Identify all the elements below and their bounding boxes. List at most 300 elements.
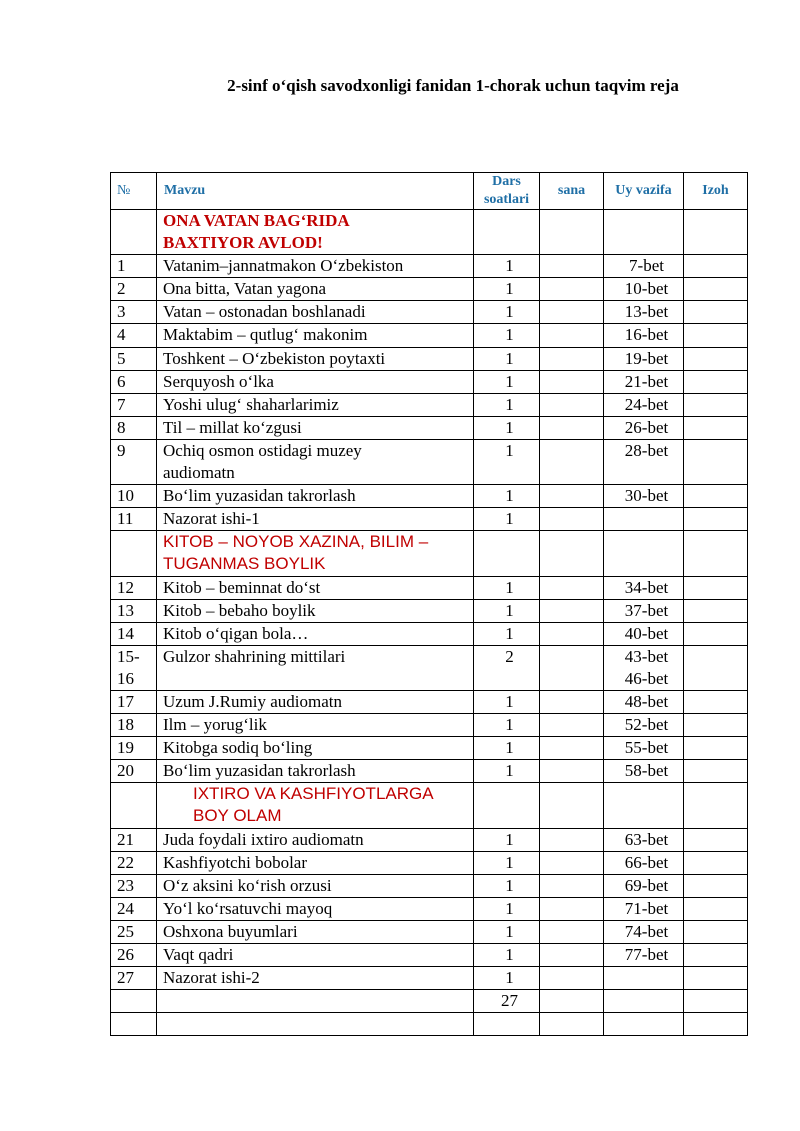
lesson-row (111, 278, 748, 301)
lesson-row (111, 301, 748, 324)
lesson-topic-line: Oshxona buyumlari (163, 921, 298, 941)
section-number-cell (111, 783, 157, 828)
lesson-hours-value: 1 (505, 852, 514, 872)
section-number-cell (111, 531, 157, 576)
lesson-row (111, 737, 748, 760)
header-lesson-hours-line1: Dars (492, 174, 521, 189)
lesson-hours (474, 393, 540, 416)
lesson-homework-line (610, 1013, 683, 1035)
lesson-hours (474, 990, 540, 1013)
lesson-number (111, 439, 157, 484)
lesson-topic (157, 370, 474, 393)
section-number-cell (111, 210, 157, 255)
lesson-homework (604, 439, 684, 484)
lesson-homework-line (610, 990, 683, 1012)
lesson-number (111, 851, 157, 874)
lesson-number-line: 17 (117, 691, 134, 711)
section-hours-cell (474, 210, 540, 255)
lesson-number-line: 20 (117, 761, 134, 781)
lesson-hours-value: 1 (505, 875, 514, 895)
lesson-topic-line: Bo‘lim yuzasidan takrorlash (163, 486, 356, 506)
lesson-hours-value: 1 (505, 898, 514, 918)
lesson-topic-line: Vaqt qadri (163, 945, 234, 964)
lesson-row (111, 645, 748, 690)
lesson-row (111, 967, 748, 990)
section-note-cell (684, 783, 748, 828)
lesson-hours (474, 851, 540, 874)
section-note-cell (684, 531, 748, 576)
section-title-line: IXTIRO VA KASHFIYOTLARGA (193, 784, 434, 804)
lesson-topic-line: Vatanim–jannatmakon O‘zbekiston (163, 256, 404, 276)
lesson-homework-line: 69-bet (624, 875, 669, 895)
lesson-topic-line: Kitob – bebaho boylik (163, 600, 316, 620)
lesson-number (111, 690, 157, 713)
lesson-topic-line: Kashfiyotchi bobolar (163, 852, 307, 872)
lesson-topic (157, 599, 474, 622)
lesson-homework-line: 40-bet (624, 623, 669, 643)
lesson-homework (604, 599, 684, 622)
lesson-note (684, 370, 748, 393)
lesson-homework (604, 278, 684, 301)
lesson-note (684, 439, 748, 484)
lesson-number-line: 27 (117, 968, 134, 988)
table-header-row (111, 173, 748, 210)
lesson-row (111, 508, 748, 531)
lesson-hours (474, 370, 540, 393)
lesson-date (540, 301, 604, 324)
lesson-homework-line: 71-bet (624, 898, 669, 918)
lesson-note (684, 920, 748, 943)
lesson-hours-value: 1 (505, 623, 514, 643)
lesson-number-line: 18 (117, 715, 134, 735)
lesson-hours (474, 874, 540, 897)
lesson-note (684, 944, 748, 967)
lesson-topic (157, 278, 474, 301)
lesson-number-line: 14 (117, 623, 134, 643)
lesson-homework-line: 19-bet (624, 348, 669, 368)
lesson-number (111, 967, 157, 990)
lesson-date (540, 874, 604, 897)
lesson-note (684, 714, 748, 737)
lesson-number-line: 13 (117, 600, 134, 620)
lesson-topic (157, 439, 474, 484)
lesson-date (540, 760, 604, 783)
lesson-topic (157, 255, 474, 278)
lesson-hours (474, 439, 540, 484)
lesson-hours (474, 622, 540, 645)
lesson-number (111, 416, 157, 439)
lesson-note (684, 990, 748, 1013)
lesson-topic-line: Kitob o‘qigan bola… (163, 623, 309, 643)
lesson-row (111, 874, 748, 897)
lesson-homework-line: 66-bet (624, 852, 669, 872)
section-homework-cell (604, 531, 684, 576)
table-body (111, 210, 748, 1036)
lesson-topic (157, 874, 474, 897)
lesson-date (540, 1013, 604, 1036)
section-title (157, 210, 474, 255)
lesson-date (540, 944, 604, 967)
lesson-date (540, 737, 604, 760)
lesson-hours (474, 301, 540, 324)
lesson-homework-line: 77-bet (624, 945, 669, 964)
lesson-note (684, 897, 748, 920)
lesson-number-line: 2 (117, 279, 126, 299)
lesson-number-line: 25 (117, 921, 134, 941)
lesson-number (111, 301, 157, 324)
lesson-row (111, 370, 748, 393)
lesson-note (684, 301, 748, 324)
lesson-homework-line: 34-bet (624, 577, 669, 597)
lesson-topic (157, 1013, 474, 1036)
lesson-number (111, 714, 157, 737)
section-row (111, 531, 748, 576)
lesson-row (111, 828, 748, 851)
lesson-homework-line (610, 967, 683, 989)
lesson-number (111, 485, 157, 508)
lesson-number-line: 7 (117, 394, 126, 414)
lesson-hours (474, 278, 540, 301)
lesson-homework (604, 851, 684, 874)
section-date-cell (540, 210, 604, 255)
lesson-topic (157, 920, 474, 943)
lesson-number (111, 760, 157, 783)
header-lesson-hours (474, 173, 540, 210)
lesson-homework-line: 24-bet (624, 394, 669, 414)
lesson-number-line (117, 1013, 156, 1035)
lesson-note (684, 967, 748, 990)
lesson-row (111, 920, 748, 943)
lesson-date (540, 416, 604, 439)
lesson-note (684, 255, 748, 278)
lesson-number-line: 1 (117, 256, 126, 276)
lesson-hours-value: 27 (501, 991, 518, 1011)
lesson-homework (604, 622, 684, 645)
lesson-homework-line: 52-bet (624, 715, 669, 735)
lesson-number (111, 920, 157, 943)
lesson-date (540, 622, 604, 645)
lesson-hours (474, 1013, 540, 1036)
section-hours-cell (474, 531, 540, 576)
lesson-hours (474, 967, 540, 990)
lesson-number (111, 393, 157, 416)
lesson-number-line: 26 (117, 945, 134, 964)
lesson-homework (604, 301, 684, 324)
lesson-hours (474, 255, 540, 278)
lesson-row (111, 439, 748, 484)
lesson-homework-line: 74-bet (624, 921, 669, 941)
lesson-hours-value: 1 (505, 417, 514, 437)
lesson-note (684, 737, 748, 760)
lesson-hours-value: 1 (505, 761, 514, 781)
header-number: № (111, 173, 157, 210)
lesson-homework (604, 944, 684, 967)
lesson-note (684, 874, 748, 897)
lesson-note (684, 485, 748, 508)
lesson-row (111, 255, 748, 278)
lesson-number-line: 9 (117, 440, 126, 460)
lesson-hours-value: 1 (505, 691, 514, 711)
lesson-topic (157, 393, 474, 416)
lesson-homework-line: 30-bet (624, 486, 669, 506)
lesson-topic (157, 990, 474, 1013)
lesson-hours (474, 508, 540, 531)
lesson-homework (604, 967, 684, 990)
lesson-hours (474, 485, 540, 508)
lesson-date (540, 990, 604, 1013)
lesson-number-line: 5 (117, 348, 126, 368)
lesson-number-line: 23 (117, 875, 134, 895)
lesson-topic-line: O‘z aksini ko‘rish orzusi (163, 875, 332, 895)
lesson-number-line: 3 (117, 302, 126, 322)
lesson-number (111, 347, 157, 370)
lesson-number (111, 324, 157, 347)
lesson-hours-value: 1 (505, 509, 514, 529)
lesson-date (540, 897, 604, 920)
lesson-hours (474, 645, 540, 690)
section-row (111, 210, 748, 255)
lesson-date (540, 278, 604, 301)
lesson-number-line: 16 (117, 668, 134, 688)
lesson-number-line: 19 (117, 738, 134, 758)
lesson-number (111, 622, 157, 645)
lesson-homework (604, 714, 684, 737)
lesson-topic-line: Kitobga sodiq bo‘ling (163, 738, 313, 758)
section-homework-cell (604, 783, 684, 828)
lesson-homework-line: 55-bet (624, 738, 669, 758)
lesson-hours (474, 828, 540, 851)
lesson-topic (157, 944, 474, 967)
lesson-hours-value: 1 (505, 279, 514, 299)
lesson-topic (157, 485, 474, 508)
lesson-hours-value: 1 (505, 325, 514, 345)
lesson-date (540, 645, 604, 690)
lesson-homework (604, 737, 684, 760)
lesson-number (111, 897, 157, 920)
lesson-note (684, 690, 748, 713)
lesson-note (684, 645, 748, 690)
lesson-hours (474, 920, 540, 943)
lesson-number (111, 645, 157, 690)
section-title-line: TUGANMAS BOYLIK (163, 554, 326, 574)
lesson-topic (157, 714, 474, 737)
lesson-homework (604, 897, 684, 920)
lesson-homework-line: 10-bet (624, 279, 669, 299)
lesson-topic (157, 416, 474, 439)
lesson-number-line: 21 (117, 829, 134, 849)
lesson-homework-line: 58-bet (624, 761, 669, 781)
lesson-topic (157, 760, 474, 783)
lesson-hours-value: 1 (505, 829, 514, 849)
lesson-topic-line: Ona bitta, Vatan yagona (163, 279, 327, 299)
lesson-number (111, 576, 157, 599)
lesson-note (684, 278, 748, 301)
calendar-plan-table (110, 172, 748, 1036)
section-title-line: BOY OLAM (193, 806, 282, 826)
header-note: Izoh (684, 173, 748, 210)
lesson-homework (604, 760, 684, 783)
lesson-hours-value: 1 (505, 440, 514, 460)
lesson-hours-value: 1 (505, 715, 514, 735)
lesson-topic-line: audiomatn (163, 463, 235, 483)
document-title: 2-sinf o‘qish savodxonligi fanidan 1-chorak uchun taqvim reja (227, 76, 679, 95)
lesson-row (111, 944, 748, 967)
lesson-date (540, 485, 604, 508)
lesson-hours (474, 416, 540, 439)
lesson-homework-line: 28-bet (624, 440, 669, 460)
lesson-date (540, 599, 604, 622)
lesson-note (684, 1013, 748, 1036)
lesson-row (111, 599, 748, 622)
lesson-number-line: 22 (117, 852, 134, 872)
section-title-line: KITOB – NOYOB XAZINA, BILIM – (163, 532, 429, 552)
lesson-hours-value: 1 (505, 394, 514, 414)
lesson-homework (604, 347, 684, 370)
lesson-homework (604, 690, 684, 713)
lesson-number (111, 944, 157, 967)
lesson-row (111, 897, 748, 920)
lesson-homework-line: 43-bet (624, 646, 669, 666)
lesson-homework (604, 874, 684, 897)
lesson-date (540, 324, 604, 347)
lesson-topic (157, 622, 474, 645)
lesson-number (111, 278, 157, 301)
lesson-hours-value: 1 (505, 921, 514, 941)
lesson-row (111, 324, 748, 347)
lesson-topic-line: Nazorat ishi-1 (163, 509, 260, 529)
lesson-date (540, 714, 604, 737)
lesson-date (540, 851, 604, 874)
lesson-note (684, 599, 748, 622)
lesson-homework-line: 37-bet (624, 600, 669, 620)
lesson-note (684, 393, 748, 416)
lesson-topic (157, 967, 474, 990)
section-homework-cell (604, 210, 684, 255)
lesson-row (111, 393, 748, 416)
lesson-hours (474, 897, 540, 920)
lesson-homework (604, 828, 684, 851)
lesson-row (111, 851, 748, 874)
lesson-date (540, 920, 604, 943)
lesson-topic (157, 851, 474, 874)
section-title (157, 531, 474, 576)
lesson-topic-line: Bo‘lim yuzasidan takrorlash (163, 761, 356, 781)
lesson-note (684, 760, 748, 783)
lesson-note (684, 347, 748, 370)
lesson-topic (157, 301, 474, 324)
lesson-number-line: 6 (117, 371, 126, 391)
lesson-topic-line: Kitob – beminnat do‘st (163, 577, 321, 597)
lesson-row (111, 690, 748, 713)
section-title-line: ONA VATAN BAG‘RIDA (163, 211, 350, 230)
lesson-number (111, 508, 157, 531)
header-topic: Mavzu (157, 173, 474, 210)
lesson-topic-line: Yo‘l ko‘rsatuvchi mayoq (163, 898, 333, 918)
lesson-number (111, 1013, 157, 1036)
section-title (157, 783, 474, 828)
lesson-homework (604, 576, 684, 599)
lesson-date (540, 439, 604, 484)
lesson-topic-line: Uzum J.Rumiy audiomatn (163, 691, 342, 711)
lesson-row (111, 576, 748, 599)
lesson-hours-value: 1 (505, 348, 514, 368)
lesson-number (111, 874, 157, 897)
lesson-topic (157, 324, 474, 347)
lesson-date (540, 576, 604, 599)
lesson-hours-value: 1 (505, 371, 514, 391)
lesson-hours-value: 1 (505, 256, 514, 276)
lesson-topic (157, 690, 474, 713)
header-homework: Uy vazifa (604, 173, 684, 210)
lesson-row (111, 485, 748, 508)
section-title-line: BAXTIYOR AVLOD! (163, 233, 323, 253)
lesson-hours-value (480, 1013, 539, 1035)
lesson-number-line (117, 990, 156, 1012)
lesson-homework-line: 63-bet (624, 829, 669, 849)
lesson-topic (157, 828, 474, 851)
section-row (111, 783, 748, 828)
lesson-topic (157, 576, 474, 599)
lesson-date (540, 393, 604, 416)
lesson-number (111, 255, 157, 278)
lesson-note (684, 416, 748, 439)
lesson-topic-line: Juda foydali ixtiro audiomatn (163, 829, 364, 849)
lesson-note (684, 324, 748, 347)
lesson-homework-line (610, 508, 683, 530)
lesson-homework (604, 485, 684, 508)
lesson-homework-line: 16-bet (624, 325, 669, 345)
lesson-hours (474, 347, 540, 370)
lesson-homework-line: 26-bet (624, 417, 669, 437)
lesson-hours-value: 1 (505, 968, 514, 988)
lesson-topic-line (163, 990, 473, 1012)
lesson-hours (474, 737, 540, 760)
lesson-number-line: 24 (117, 898, 134, 918)
lesson-number-line: 8 (117, 417, 126, 437)
section-date-cell (540, 531, 604, 576)
lesson-number-line: 11 (117, 509, 134, 529)
lesson-row (111, 990, 748, 1013)
lesson-hours (474, 576, 540, 599)
lesson-row (111, 760, 748, 783)
lesson-homework (604, 1013, 684, 1036)
lesson-number-line: 4 (117, 325, 126, 345)
lesson-hours (474, 944, 540, 967)
lesson-note (684, 576, 748, 599)
lesson-number (111, 828, 157, 851)
lesson-hours (474, 324, 540, 347)
lesson-date (540, 967, 604, 990)
lesson-number (111, 370, 157, 393)
lesson-homework (604, 416, 684, 439)
header-date: sana (540, 173, 604, 210)
lesson-hours (474, 714, 540, 737)
lesson-hours-value: 1 (505, 600, 514, 620)
lesson-date (540, 828, 604, 851)
lesson-topic (157, 508, 474, 531)
lesson-topic-line: Yoshi ulug‘ shaharlarimiz (163, 394, 339, 414)
lesson-topic (157, 737, 474, 760)
lesson-note (684, 851, 748, 874)
lesson-topic-line (163, 1013, 473, 1035)
lesson-homework-line: 46-bet (624, 668, 669, 688)
lesson-note (684, 508, 748, 531)
section-note-cell (684, 210, 748, 255)
lesson-hours-value: 1 (505, 738, 514, 758)
lesson-topic-line: Ochiq osmon ostidagi muzey (163, 440, 362, 460)
lesson-topic-line: Serquyosh o‘lka (163, 371, 274, 391)
lesson-hours-value: 1 (505, 577, 514, 597)
